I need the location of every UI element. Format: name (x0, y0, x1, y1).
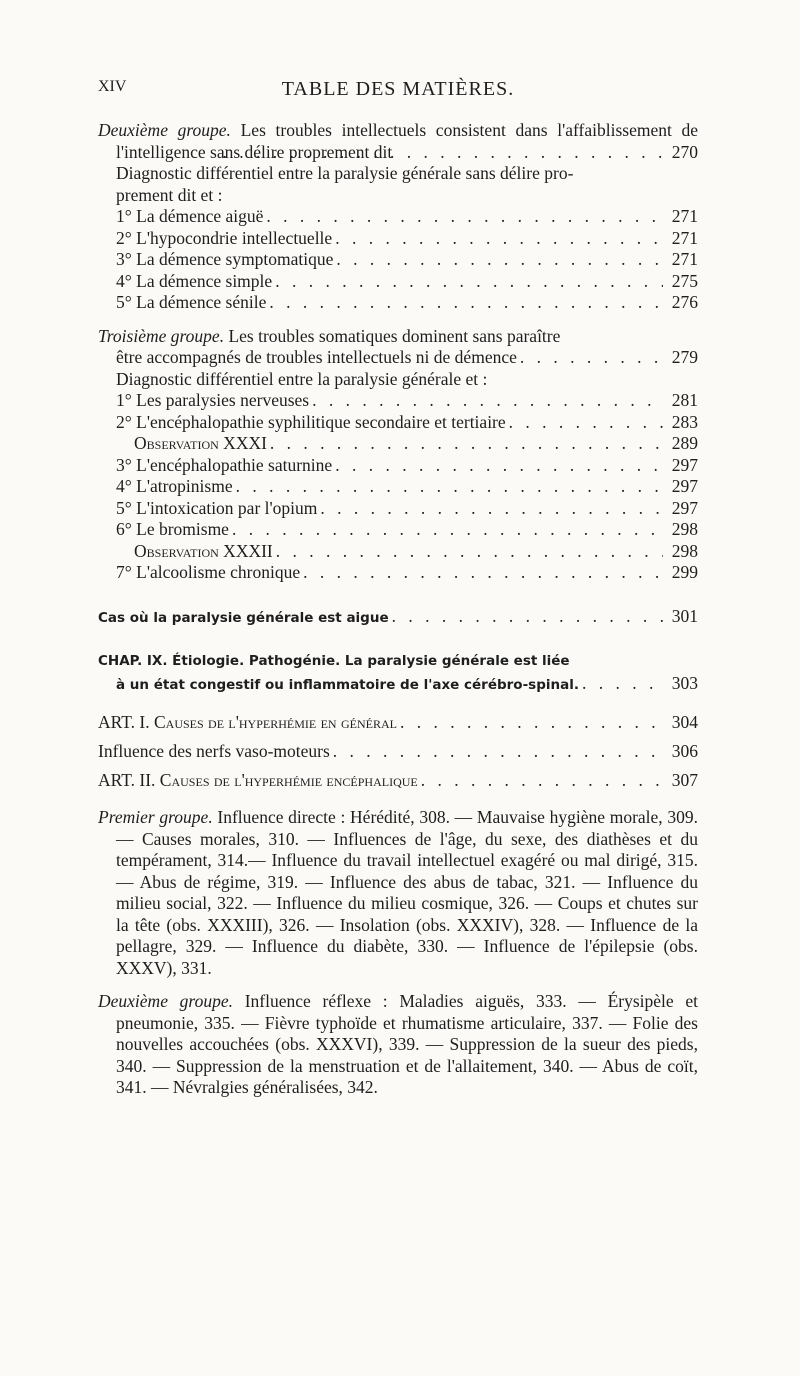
running-title: TABLE DES MATIÈRES. (281, 78, 515, 100)
toc-entry: 1° La démence aiguë . . . 271 (98, 206, 698, 228)
toc-entry-observation: Observation XXXII . . . 298 (98, 541, 698, 563)
chapter-heading-line1: CHAP. IX. Étiologie. Pathogénie. La paralysie générale est liée (98, 653, 570, 669)
toc-entry: 1° Les paralysies nerveuses . . . 281 (98, 390, 698, 412)
section2-intro-label: Troisième groupe. (98, 325, 225, 346)
article-entry: ART. II. Causes de l'hyperhémie encéphalique . . . 307 (98, 766, 698, 795)
article-entry: Influence des nerfs vaso-moteurs . . . 306 (98, 737, 698, 766)
toc-entry: 4° L'atropinisme . . . 297 (98, 476, 698, 498)
section2-intro-page: 279 (671, 347, 698, 367)
toc-entry: 2° L'hypocondrie intellectuelle . . . 271 (98, 228, 698, 250)
toc-entry: 4° La démence simple . . . 275 (98, 271, 698, 293)
premier-groupe-label: Premier groupe. (98, 807, 213, 827)
toc-content (98, 120, 698, 1099)
toc-entry: 7° L'alcoolisme chronique . . . 299 (98, 562, 698, 584)
chapter-page: 303 (671, 672, 698, 693)
deuxieme-groupe-paragraph (98, 991, 698, 1099)
toc-entry: 3° L'encéphalopathie saturnine . . . 297 (98, 455, 698, 477)
deuxieme-groupe-label: Deuxième groupe. (98, 991, 233, 1011)
section1-intro-page: 270 (671, 141, 698, 162)
premier-groupe-paragraph (98, 807, 699, 979)
section1-diag-line2: prement dit et : (116, 184, 223, 205)
premier-groupe-text: Influence directe : Hérédité, 308. — Mauvaise hygiène morale, 309. — Causes morales, 310. — Influences de l'âge, du sexe, des diathèses et du tempérament, 314.— Influence du travail intellectuel exagéré ou mal dirigé, 315. — Abus de régime, 319. — Influence des abus de tabac, 321. — Influence du milieu social, 322. — Influence du milieu cosmique, 326. — Coups et chutes sur la tête (obs. XXXIII), 326. — Insolation (obs. XXXIV), 328. — Influence de la pellagre, 329. — Influence du diabète, 330. — Influence de l'épilepsie (obs. XXXV), 331. (116, 807, 699, 978)
toc-entry: 6° Le bromisme . . . 298 (98, 519, 698, 541)
section1-diag-line1: Diagnostic différentiel entre la paralysie générale sans délire pro- (116, 163, 574, 183)
cas-aigue-entry: Cas où la paralysie générale est aigue . . . 301 (98, 606, 698, 630)
section1-intro-text: Les troubles intellectuels consistent dans l'affaiblissement de l'intelligence sans délire proprement dit (116, 120, 699, 162)
deuxieme-groupe-text: Influence réflexe : Maladies aiguës, 333. — Érysipèle et pneumonie, 335. — Fièvre typhoïde et rhumatisme articulaire, 337. — Folie des nouvelles accouchées (obs. XXXVI), 339. — Suppression de la sueur des pieds, 340. — Suppression de la menstruation et de l'allaitement, 340. — Abus de coït, 341. — Névralgies généralisées, 342. (116, 991, 698, 1097)
toc-entry-observation: Observation XXXI . . . 289 (98, 433, 698, 455)
article-entry: ART. I. Causes de l'hyperhémie en général . . . 304 (98, 708, 698, 737)
section1-intro-label: Deuxième groupe. (98, 120, 231, 140)
section2-diag: Diagnostic différentiel entre la paralysie générale et : (116, 368, 488, 389)
chapter-heading-line2: à un état congestif ou inflammatoire de l'axe cérébro-spinal. . . . 303 (98, 673, 698, 697)
toc-entry: 5° L'intoxication par l'opium . . . 297 (98, 498, 698, 520)
section2-intro-line1: Troisième groupe. Les troubles somatiques dominent sans paraître (98, 325, 561, 346)
section2-intro-line2: être accompagnés de troubles intellectuels ni de démence . . . 279 (98, 347, 698, 369)
page-header (98, 78, 698, 104)
toc-entry: 3° La démence symptomatique . . . 271 (98, 249, 698, 271)
toc-entry: 2° L'encéphalopathie syphilitique secondaire et tertiaire . . . 283 (98, 412, 698, 434)
page-number: XIV (98, 78, 127, 95)
toc-entry: 5° La démence sénile . . . 276 (98, 292, 698, 314)
